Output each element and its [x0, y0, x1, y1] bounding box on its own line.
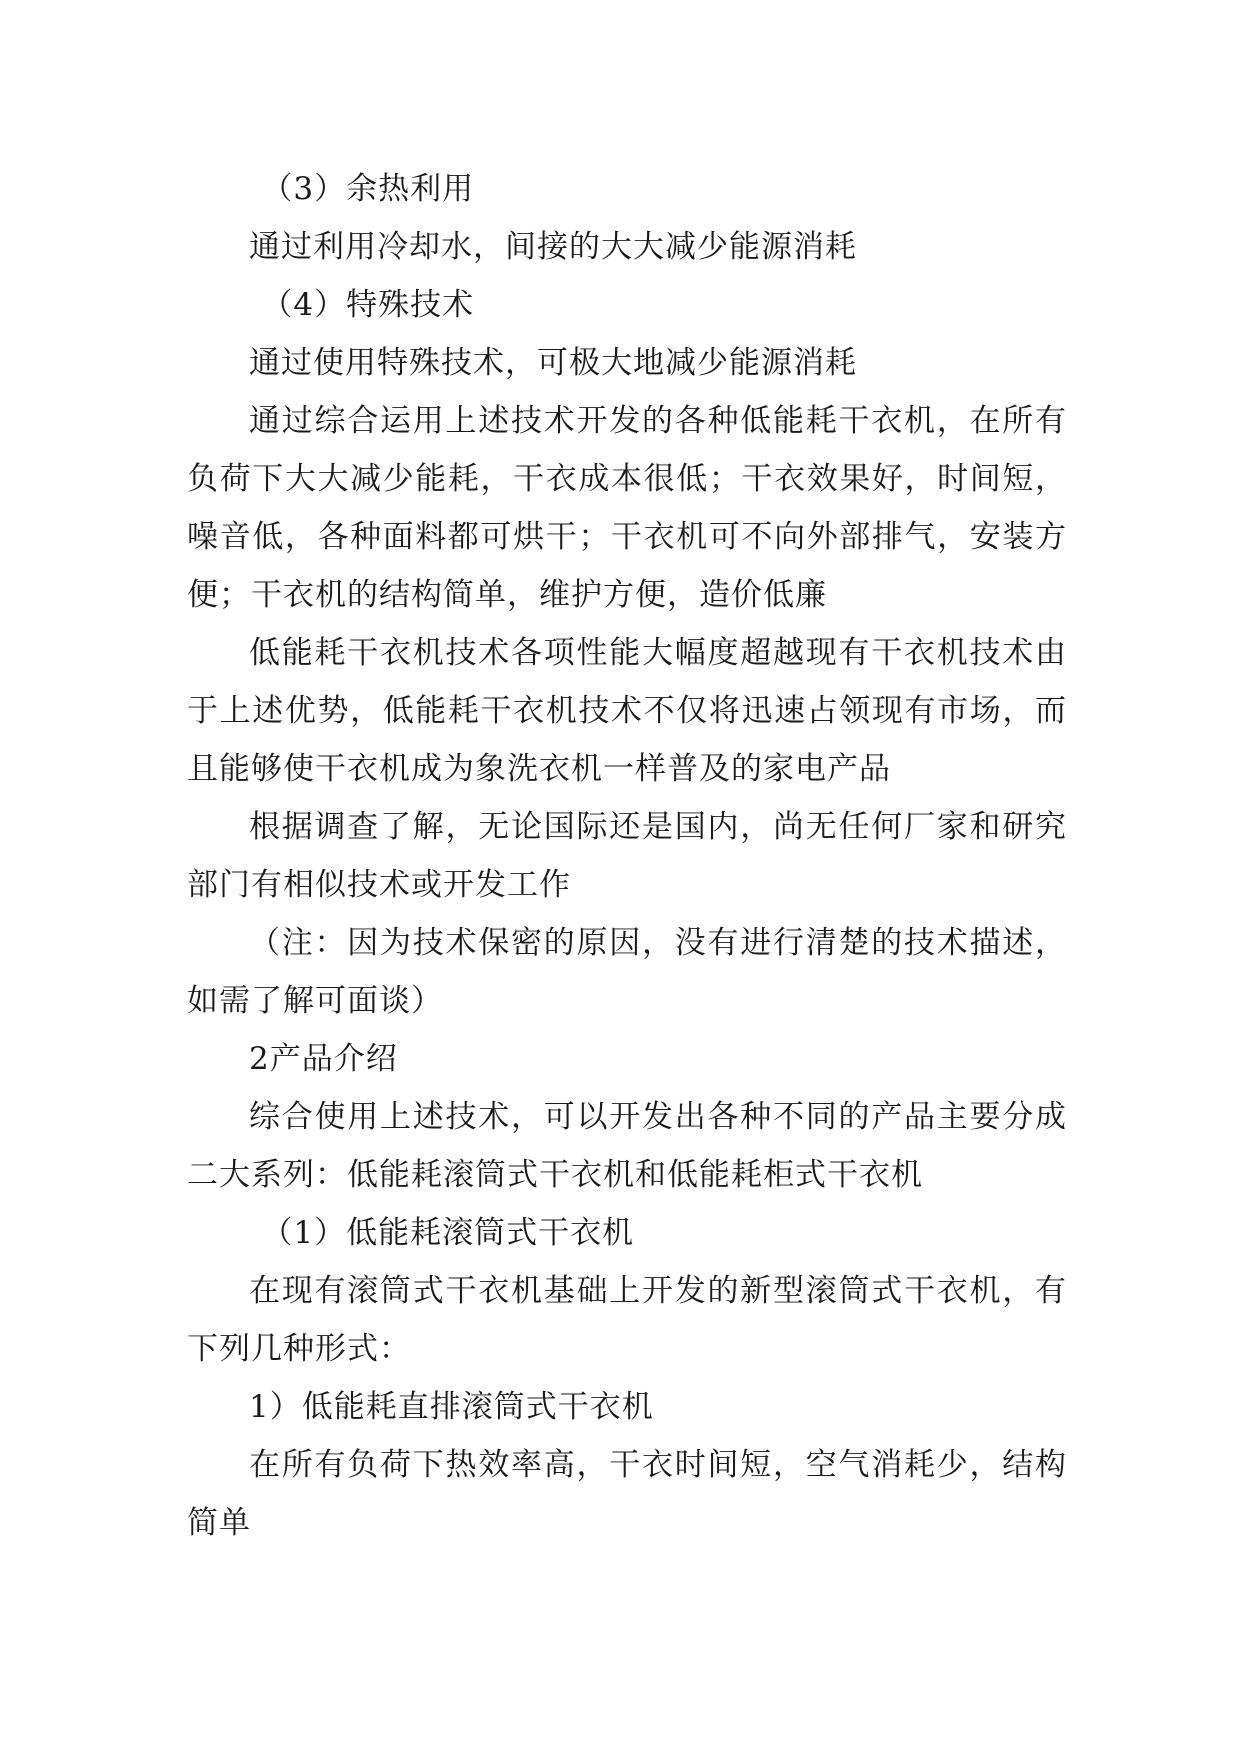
- paragraph-note: （注：因为技术保密的原因，没有进行清楚的技术描述，如需了解可面谈）: [187, 925, 1067, 1019]
- subheading-waste-heat: （3）余热利用: [261, 171, 475, 207]
- paragraph-survey: 根据调查了解，无论国际还是国内，尚无任何厂家和研究部门有相似技术或开发工作: [187, 809, 1067, 903]
- paragraph-drum-dryer: 在现有滚筒式干衣机基础上开发的新型滚筒式干衣机，有下列几种形式：: [187, 1273, 1067, 1367]
- paragraph-summary: 通过综合运用上述技术开发的各种低能耗干衣机，在所有负荷下大大减少能耗，干衣成本很低；干衣效果好，时间短，噪音低，各种面料都可烘干；干衣机可不向外部排气，安装方便；干衣机的结构简单，维护方便，造价低廉: [187, 403, 1067, 613]
- subheading-drum-dryer: （1）低能耗滚筒式干衣机: [261, 1215, 635, 1251]
- paragraph-special-tech: 通过使用特殊技术，可极大地减少能源消耗: [249, 345, 857, 381]
- subheading-direct-vent: 1）低能耗直排滚筒式干衣机: [249, 1389, 654, 1425]
- paragraph-advantages: 低能耗干衣机技术各项性能大幅度超越现有干衣机技术由于上述优势，低能耗干衣机技术不仅将迅速占领现有市场，而且能够使干衣机成为象洗衣机一样普及的家电产品: [187, 635, 1067, 787]
- document-body: [187, 160, 1067, 1552]
- paragraph-waste-heat: 通过利用冷却水，间接的大大减少能源消耗: [249, 229, 857, 265]
- paragraph-direct-vent: 在所有负荷下热效率高，干衣时间短，空气消耗少，结构简单: [187, 1447, 1067, 1541]
- section-heading-product: 2产品介绍: [249, 1041, 398, 1077]
- subheading-special-tech: （4）特殊技术: [261, 287, 475, 323]
- paragraph-product-series: 综合使用上述技术，可以开发出各种不同的产品主要分成二大系列：低能耗滚筒式干衣机和低能耗柜式干衣机: [187, 1099, 1067, 1193]
